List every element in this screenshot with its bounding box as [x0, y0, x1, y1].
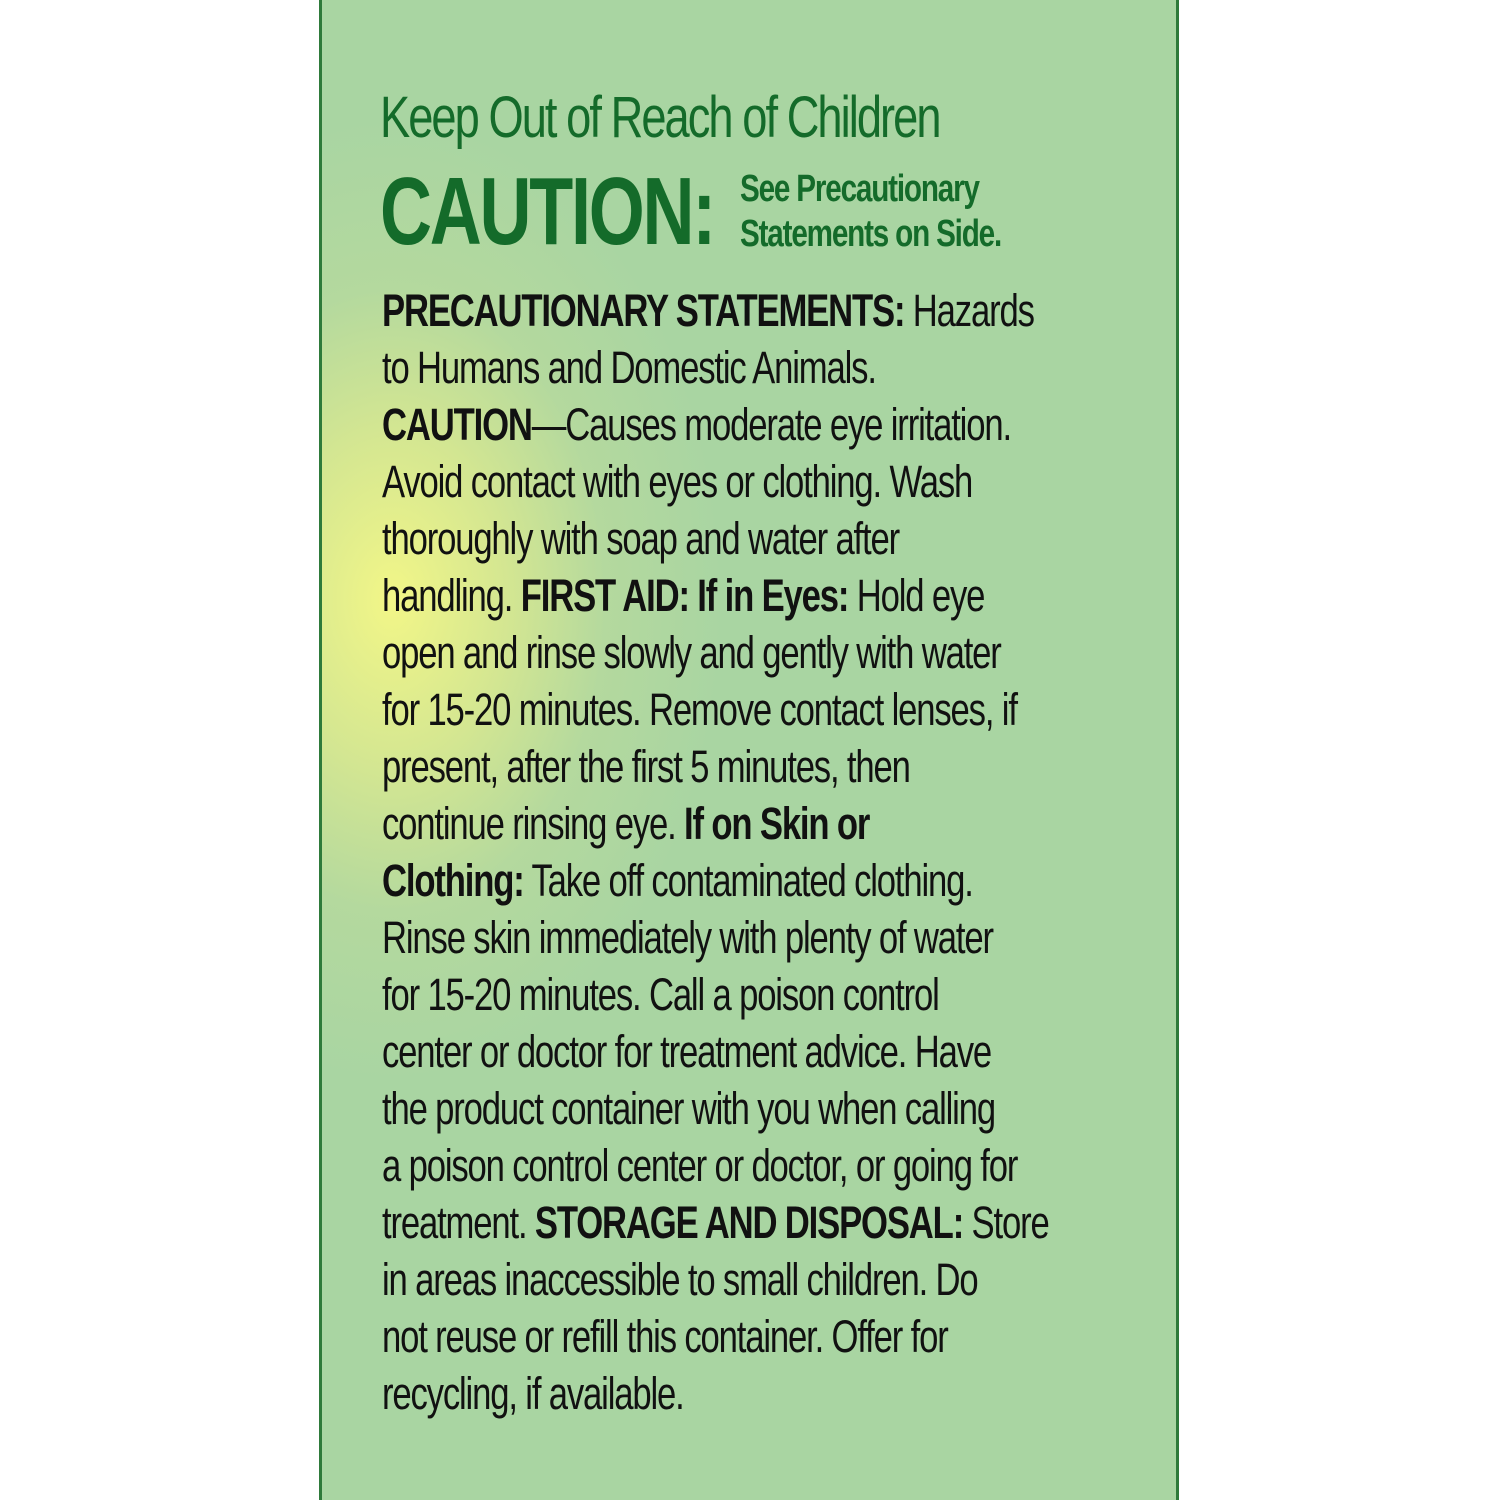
body-text: thoroughly with soap and water after — [382, 513, 900, 564]
body-line-16 — [382, 1137, 1129, 1194]
body-text: to Humans and Domestic Animals. — [382, 342, 876, 393]
body-line-7 — [382, 624, 1129, 681]
body-line-4 — [382, 453, 1129, 510]
skin-clothing-heading: If on Skin or — [684, 798, 870, 849]
body-line-19 — [382, 1308, 1129, 1365]
body-line-14 — [382, 1023, 1129, 1080]
body-text: not reuse or refill this container. Offer for — [382, 1311, 948, 1362]
body-text: treatment. — [382, 1197, 535, 1248]
body-line-1 — [382, 282, 1129, 339]
first-aid-eyes-heading: FIRST AID: If in Eyes: — [520, 570, 849, 621]
body-line-10 — [382, 795, 1129, 852]
label-header — [380, 78, 1160, 265]
body-line-18 — [382, 1251, 1129, 1308]
body-line-3 — [382, 396, 1129, 453]
body-line-5 — [382, 510, 1129, 567]
body-text: Hold eye — [848, 570, 985, 621]
see-precautionary-line-2: Statements on Side. — [740, 213, 1002, 255]
body-text: open and rinse slowly and gently with water — [382, 627, 1001, 678]
storage-disposal-heading: STORAGE AND DISPOSAL: — [534, 1197, 964, 1248]
caution-row — [380, 158, 1160, 265]
keep-out-of-reach-heading: Keep Out of Reach of Children — [380, 85, 940, 150]
body-line-17 — [382, 1194, 1129, 1251]
body-line-6 — [382, 567, 1129, 624]
see-precautionary-note — [740, 167, 1001, 257]
see-precautionary-line-1: See Precautionary — [740, 168, 979, 210]
body-line-11 — [382, 852, 1129, 909]
caution-signal-word: CAUTION: — [380, 158, 714, 265]
body-text: handling. — [382, 570, 521, 621]
precautionary-statements-heading: PRECAUTIONARY STATEMENTS: — [382, 285, 905, 336]
body-text: in areas inaccessible to small children. Do — [382, 1254, 978, 1305]
body-text: the product container with you when calling — [382, 1083, 995, 1134]
body-text: Store — [963, 1197, 1049, 1248]
body-text: center or doctor for treatment advice. Have — [382, 1026, 991, 1077]
body-text: continue rinsing eye. — [382, 798, 685, 849]
body-text: a poison control center or doctor, or going for — [382, 1140, 1018, 1191]
body-text: for 15-20 minutes. Remove contact lenses, if — [382, 684, 1017, 735]
body-line-9 — [382, 738, 1129, 795]
body-text: Hazards — [904, 285, 1034, 336]
body-text: Rinse skin immediately with plenty of water — [382, 912, 993, 963]
precautionary-statements-body — [382, 282, 1129, 1422]
body-text: Avoid contact with eyes or clothing. Wash — [382, 456, 973, 507]
body-line-13 — [382, 966, 1129, 1023]
body-text: —Causes moderate eye irritation. — [531, 399, 1011, 450]
body-line-20 — [382, 1365, 1129, 1422]
body-line-12 — [382, 909, 1129, 966]
caution-inline-heading: CAUTION — [382, 399, 532, 450]
body-text: present, after the first 5 minutes, then — [382, 741, 910, 792]
body-line-2 — [382, 339, 1129, 396]
body-text: Take off contaminated clothing. — [523, 855, 973, 906]
product-label-panel — [319, 0, 1179, 1500]
body-text: recycling, if available. — [382, 1368, 684, 1419]
body-line-8 — [382, 681, 1129, 738]
body-line-15 — [382, 1080, 1129, 1137]
skin-clothing-heading-cont: Clothing: — [382, 855, 524, 906]
body-text: for 15-20 minutes. Call a poison control — [382, 969, 939, 1020]
